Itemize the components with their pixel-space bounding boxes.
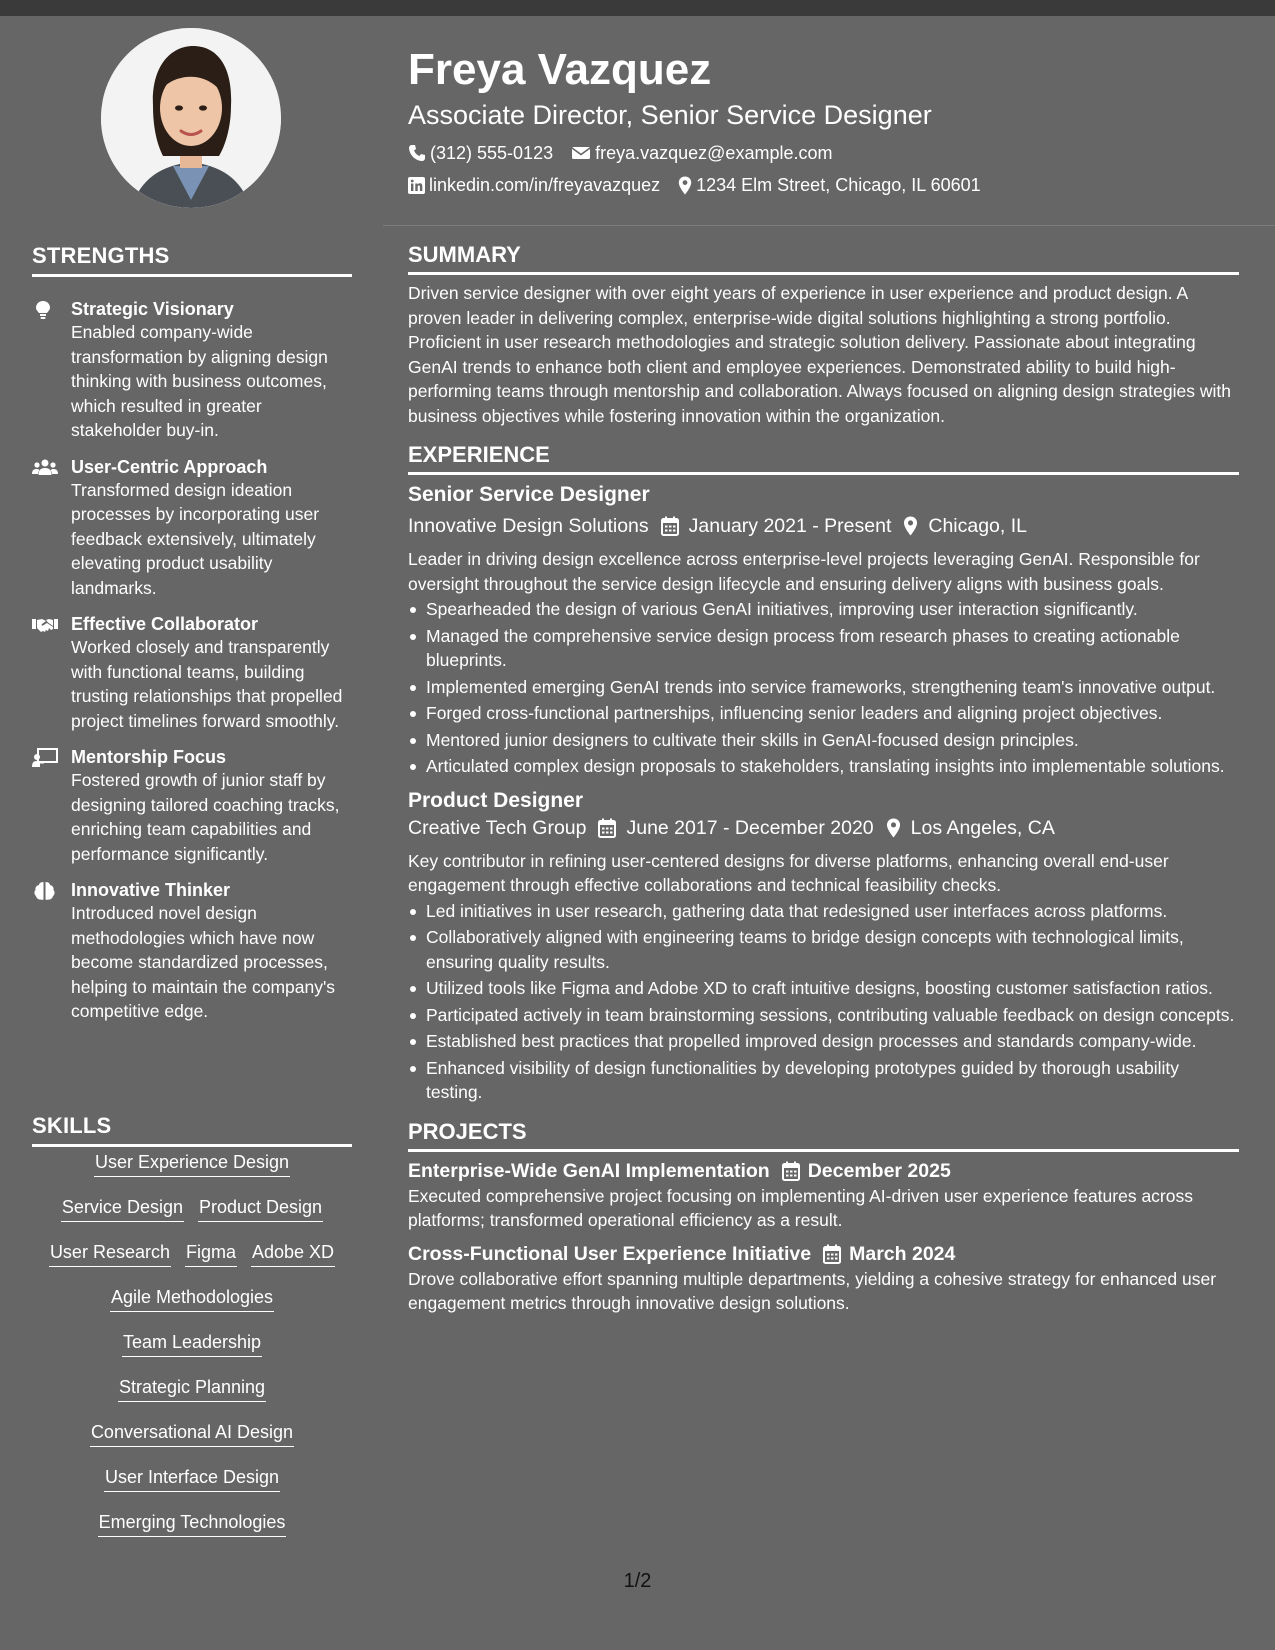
skill-row [32, 1376, 352, 1421]
project-title-row [408, 1158, 1239, 1184]
calendar-icon [598, 818, 616, 838]
job-bullet: Implemented emerging GenAI trends into service frameworks, strengthening team's innovative output. [408, 675, 1239, 700]
dates-text: January 2021 - Present [688, 515, 892, 537]
candidate-name: Freya Vazquez [408, 45, 712, 94]
strength-item [32, 613, 352, 733]
job-company [408, 815, 586, 841]
project-title-row [408, 1241, 1239, 1267]
job-summary: Leader in driving design excellence across enterprise-level projects leveraging GenAI. Responsible for oversight throughout the service design lifecycle and ensuring delivery aligns with business goals. [408, 549, 1200, 594]
skill-tag: Conversational AI Design [90, 1421, 294, 1447]
skill-tag: User Interface Design [104, 1466, 280, 1492]
job-bullet: Established best practices that propelled improved design processes and standards company-wide. [408, 1029, 1239, 1054]
strength-desc: Enabled company-wide transformation by aligning design thinking with business outcomes, which resulted in greater stakeholder buy-in. [71, 322, 328, 440]
address-text: 1234 Elm Street, Chicago, IL 60601 [696, 175, 981, 195]
skill-tag: User Research [49, 1241, 171, 1267]
calendar-icon [823, 1244, 841, 1264]
resume-header [408, 42, 1248, 196]
location-text: Los Angeles, CA [910, 816, 1055, 839]
strength-desc: Introduced novel design methodologies which have now become standardized processes, helping to maintain the company's competitive edge. [71, 903, 336, 1021]
job-entry [408, 787, 1239, 1105]
skill-tag: Strategic Planning [118, 1376, 266, 1402]
skill-row [32, 1196, 352, 1241]
job-bullets [408, 899, 1239, 1105]
strength-item [32, 298, 352, 443]
page-number: 1/2 [623, 1570, 652, 1592]
job-bullet: Spearheaded the design of various GenAI initiatives, improving user interaction significantly. [408, 597, 1239, 622]
skills-list [32, 1151, 352, 1556]
experience-heading: EXPERIENCE [408, 442, 1239, 475]
strength-item [32, 456, 352, 601]
phone-icon [408, 144, 426, 162]
job-bullet: Managed the comprehensive service design process from research phases to creating actionable blueprints. [408, 624, 1239, 673]
company-text: Innovative Design Solutions [408, 515, 649, 537]
skill-row [32, 1331, 352, 1376]
job-bullet: Mentored junior designers to cultivate their skills in GenAI-focused design principles. [408, 728, 1239, 753]
location-text: Chicago, IL [928, 515, 1028, 537]
main-content [408, 242, 1239, 1316]
project-date: March 2024 [849, 1242, 956, 1265]
brain-icon [32, 881, 58, 901]
job-bullet: Enhanced visibility of design functionalities by developing prototypes guided by thorough usability testing. [408, 1056, 1239, 1105]
candidate-title: Associate Director, Senior Service Designer [408, 100, 932, 130]
strength-title: Mentorship Focus [71, 747, 227, 767]
linkedin-contact[interactable] [408, 174, 660, 196]
map-marker-icon [678, 176, 692, 195]
skill-tag: Team Leadership [122, 1331, 262, 1357]
skill-tag: User Experience Design [94, 1151, 290, 1177]
envelope-icon [571, 145, 591, 161]
company-text: Creative Tech Group [408, 816, 587, 839]
summary-heading: SUMMARY [408, 242, 1239, 275]
dates-text: June 2017 - December 2020 [626, 816, 874, 839]
job-bullet: Forged cross-functional partnerships, influencing senior leaders and aligning project objectives. [408, 701, 1239, 726]
skill-row [32, 1286, 352, 1331]
projects-heading: PROJECTS [408, 1119, 1239, 1152]
strength-desc: Fostered growth of junior staff by designing tailored coaching tracks, enriching team capabilities and performance significantly. [71, 770, 340, 864]
map-marker-icon [903, 516, 918, 536]
skill-tag: Product Design [198, 1196, 323, 1222]
map-marker-icon [886, 818, 901, 838]
skill-row [32, 1421, 352, 1466]
project-entry [408, 1241, 1239, 1316]
phone-contact[interactable] [408, 142, 553, 164]
skill-row [32, 1466, 352, 1511]
contact-row [408, 142, 1248, 164]
strength-item [32, 879, 352, 1024]
summary-text: Driven service designer with over eight years of experience in user experience and product design. A proven leader in delivering complex, enterprise-wide digital solutions highlighting a strong portfolio. Proficient in user research methodologies and strategic solution delivery. Passionate about integrating GenAI trends to enhance both client and employee experiences. Demonstrated ability to build high-performing teams through mentorship and collaboration. Always focused on aligning design strategies with business objectives while fostering innovation within the organization. [408, 283, 1231, 426]
strength-desc: Transformed design ideation processes by incorporating user feedback extensively, ultimately elevating product usability landmarks. [71, 479, 320, 598]
calendar-icon [661, 516, 679, 536]
handshake-icon [32, 615, 58, 635]
job-dates [598, 815, 873, 841]
email-text: freya.vazquez@example.com [595, 143, 833, 163]
skill-tag: Adobe XD [251, 1241, 335, 1267]
job-title: Product Designer [408, 788, 584, 812]
skill-row [32, 1151, 352, 1196]
job-bullet: Utilized tools like Figma and Adobe XD to craft intuitive designs, boosting customer satisfaction ratios. [408, 976, 1239, 1001]
project-date: December 2025 [807, 1159, 951, 1182]
lightbulb-icon [32, 300, 58, 320]
email-contact[interactable] [571, 142, 832, 164]
project-title: Cross-Functional User Experience Initiative [408, 1242, 812, 1265]
top-bar [0, 0, 1275, 16]
job-summary: Key contributor in refining user-centered designs for diverse platforms, enhancing overall end-user engagement through effective collaborations and technical feasibility checks. [408, 850, 1169, 895]
strengths-heading: STRENGTHS [32, 243, 352, 277]
calendar-icon [782, 1161, 800, 1181]
skill-tag: Agile Methodologies [110, 1286, 274, 1312]
strength-title: User-Centric Approach [71, 456, 268, 477]
skill-tag: Emerging Technologies [98, 1511, 287, 1537]
job-dates [661, 513, 892, 539]
skill-tag: Figma [185, 1241, 237, 1267]
strength-title: Innovative Thinker [71, 880, 231, 900]
strength-title: Strategic Visionary [71, 299, 234, 319]
job-bullets [408, 597, 1239, 779]
job-title: Senior Service Designer [408, 483, 650, 506]
linkedin-icon [408, 177, 425, 194]
strength-title: Effective Collaborator [71, 614, 259, 634]
skill-row [32, 1241, 352, 1286]
job-meta [408, 815, 1239, 841]
strength-desc: Worked closely and transparently with functional teams, building trusting relationships that propelled project timelines forward smoothly. [71, 637, 343, 731]
project-desc: Executed comprehensive project focusing on implementing AI-driven user experience features across platforms; transformed operational efficiency as a result. [408, 1185, 1193, 1230]
skill-tag: Service Design [61, 1196, 184, 1222]
phone-text: (312) 555-0123 [430, 143, 554, 163]
job-bullet: Collaboratively aligned with engineering teams to bridge design concepts with technological limits, ensuring quality results. [408, 925, 1239, 974]
job-location [886, 815, 1055, 841]
skill-row [32, 1511, 352, 1556]
job-bullet: Participated actively in team brainstorming sessions, contributing valuable feedback on design concepts. [408, 1003, 1239, 1028]
address-contact [678, 174, 981, 196]
contact-row [408, 174, 1248, 196]
skills-heading: SKILLS [32, 1113, 352, 1147]
project-title: Enterprise-Wide GenAI Implementation [408, 1159, 770, 1182]
header-divider [383, 225, 1275, 226]
avatar [101, 28, 281, 208]
users-icon [32, 458, 58, 478]
strengths-list [32, 298, 352, 1037]
job-company [408, 513, 649, 539]
job-entry [408, 481, 1239, 779]
job-meta [408, 513, 1239, 539]
linkedin-text: linkedin.com/in/freyavazquez [429, 175, 661, 195]
project-desc: Drove collaborative effort spanning multiple departments, yielding a cohesive strategy for enhanced user engagement metrics through innovative design solutions. [408, 1268, 1217, 1313]
job-bullet: Articulated complex design proposals to stakeholders, translating insights into implementable solutions. [408, 754, 1239, 779]
chalkboard-teacher-icon [32, 748, 58, 768]
job-bullet: Led initiatives in user research, gathering data that redesigned user interfaces across platforms. [408, 899, 1239, 924]
strength-item [32, 746, 352, 866]
project-entry [408, 1158, 1239, 1233]
job-location [903, 513, 1027, 539]
